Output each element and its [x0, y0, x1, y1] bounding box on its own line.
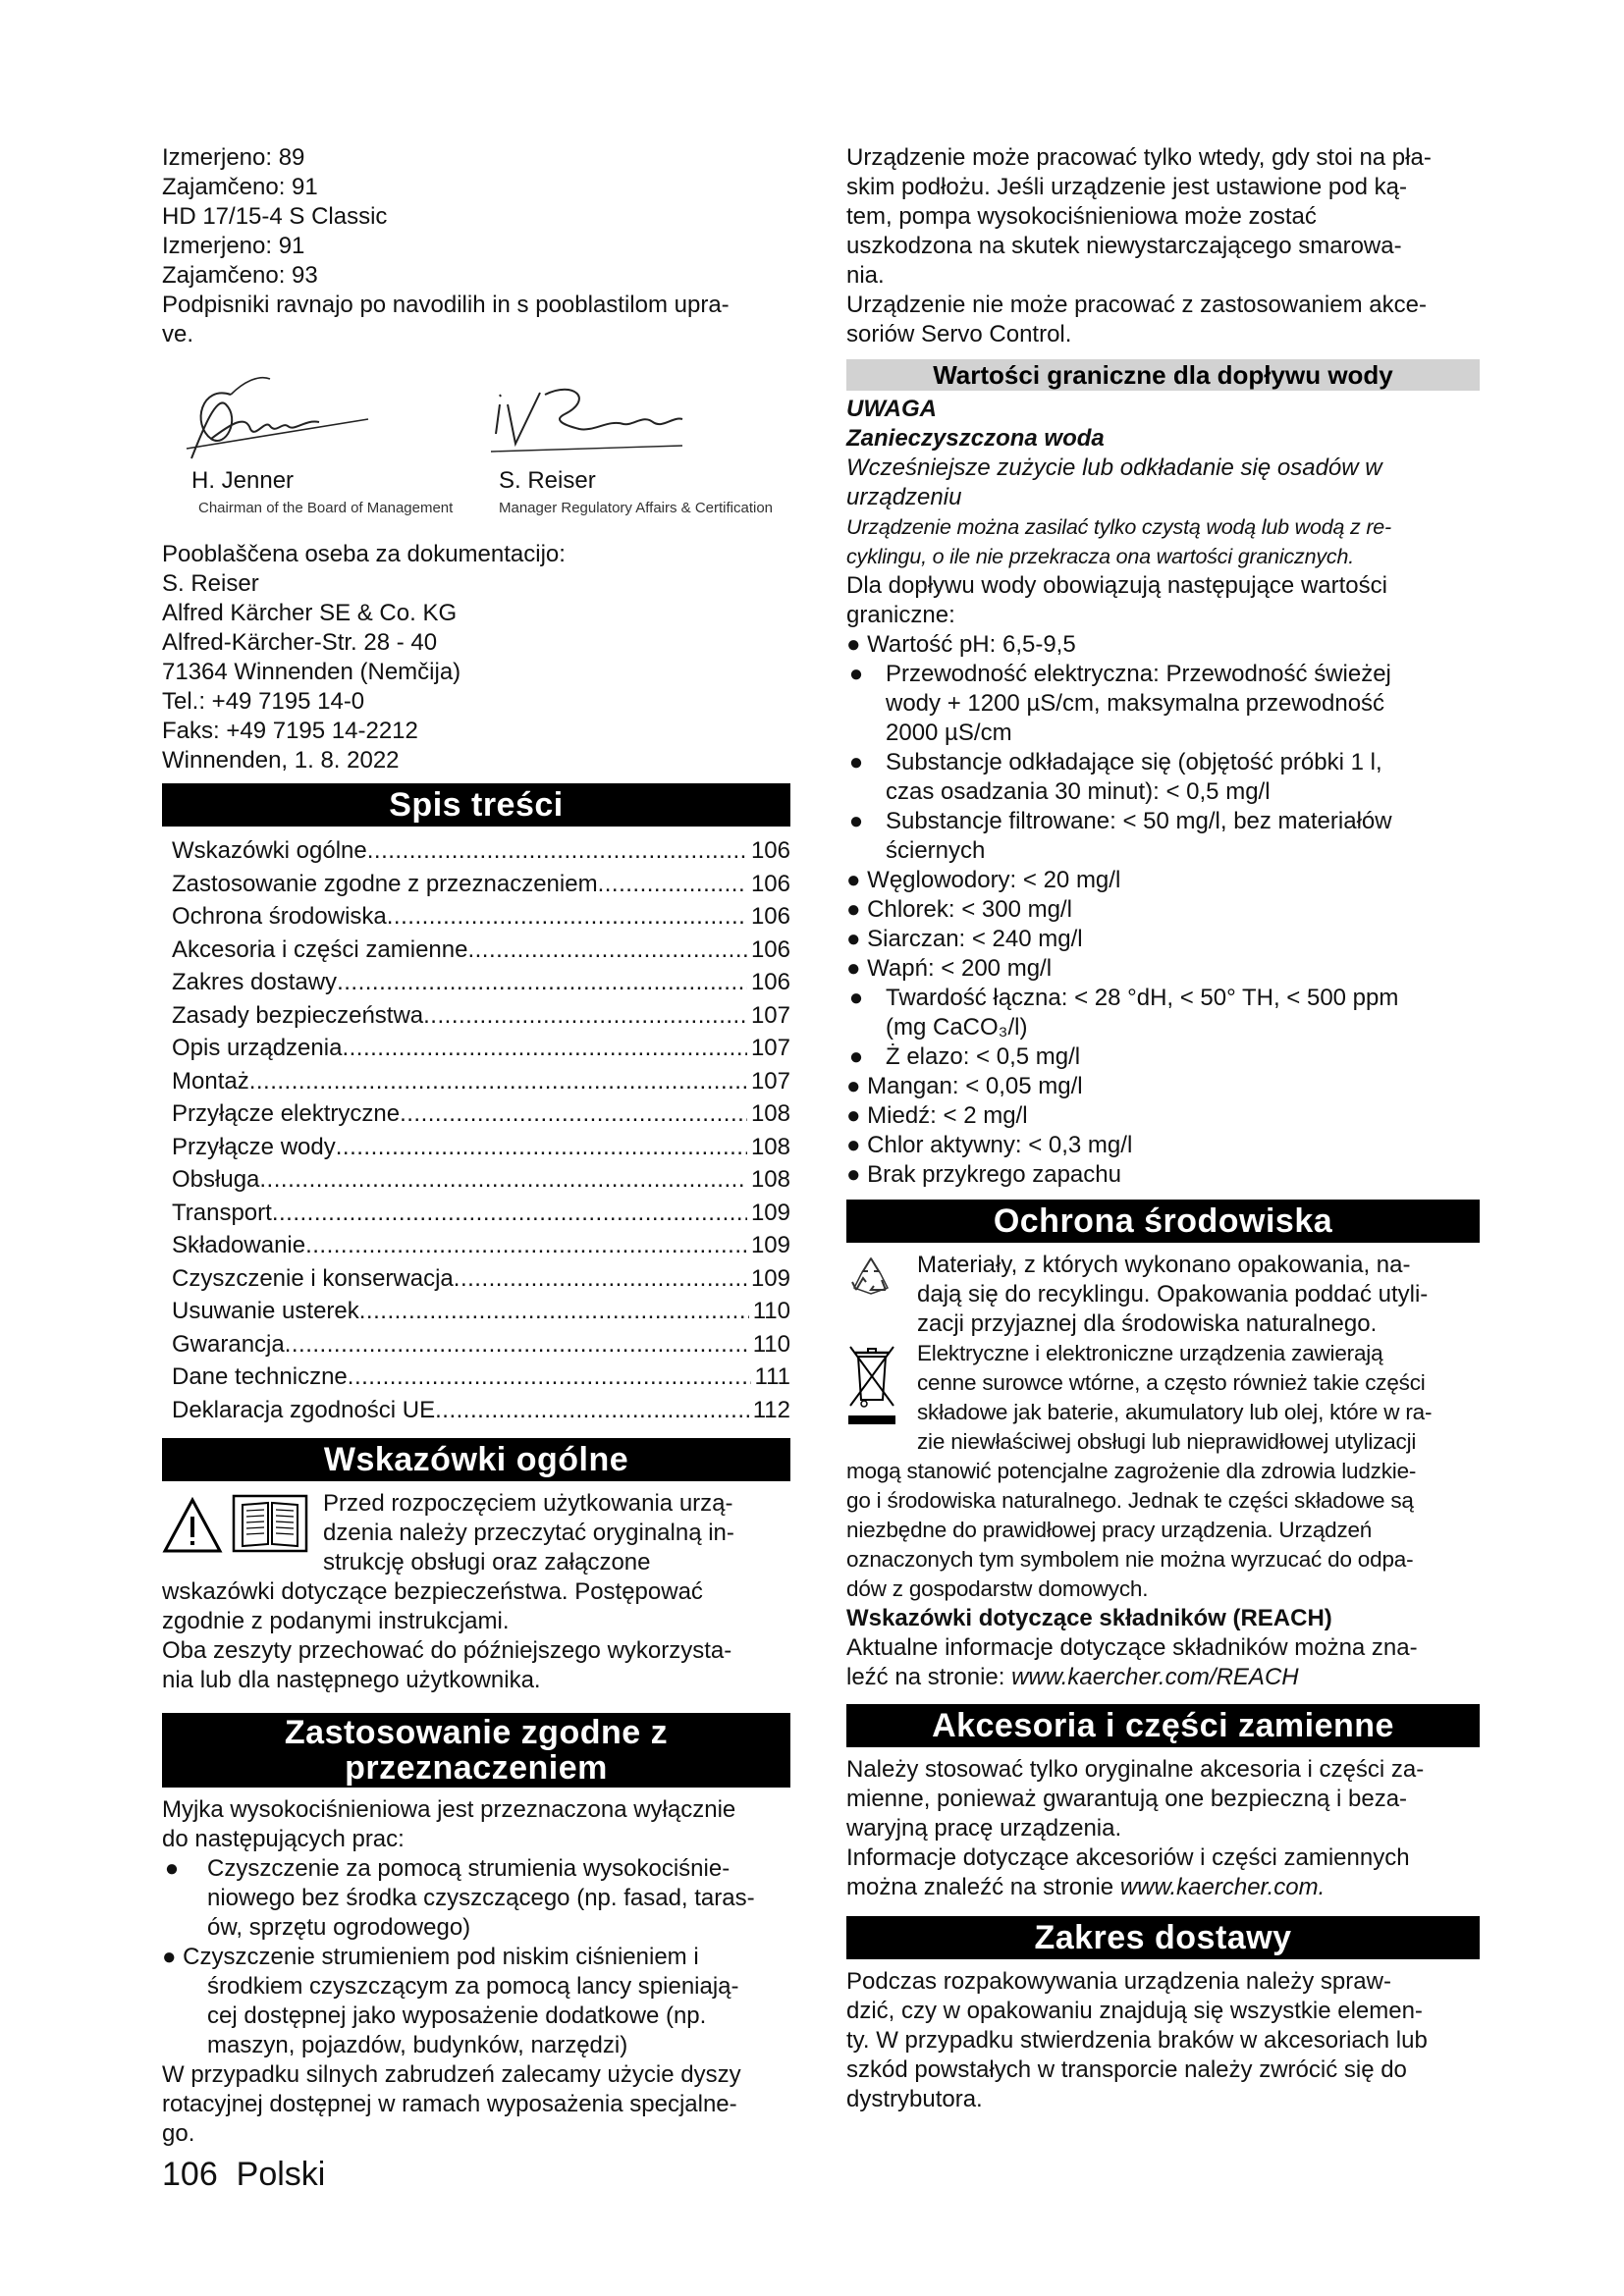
left-column — [162, 143, 790, 2149]
toc-entry-page: 109 — [750, 1264, 790, 1292]
water-limits-list — [846, 630, 1480, 1190]
water-limit-line: ● Wartość pH: 6,5-9,5 — [846, 631, 1076, 658]
signature-jenner-image — [172, 365, 378, 463]
delivery-line: dystrybutora. — [846, 2086, 983, 2112]
bullet-line: niowego bez środka czyszczącego (np. fasad, taras- — [207, 1885, 755, 1911]
signature-right-name: S. Reiser — [499, 467, 596, 494]
contact-line: 71364 Winnenden (Nemčija) — [162, 659, 461, 685]
toc-entry-title: Zakres dostawy — [172, 969, 338, 995]
toc-leader-dots — [285, 1328, 749, 1362]
accessories-link-prefix: można znaleźć na stronie — [846, 1874, 1120, 1900]
intended-outro-line: W przypadku silnych zabrudzeń zalecamy użycie dyszy — [162, 2061, 741, 2088]
toc-entry[interactable] — [172, 1262, 790, 1296]
water-limit-item — [846, 1101, 1480, 1131]
environment-heading: Ochrona środowiska — [846, 1200, 1480, 1243]
water-limit-line: ● Brak przykrego zapachu — [846, 1161, 1121, 1188]
manual-book-icon — [231, 1493, 309, 1554]
delivery-line: szkód powstałych w transporcie należy zwrócić się do — [846, 2056, 1407, 2083]
toc-entry-page: 106 — [750, 903, 790, 930]
toc-leader-dots — [272, 1197, 747, 1230]
intended-intro-line: do następujących prac: — [162, 1826, 405, 1852]
page-number: 106 — [162, 2156, 218, 2193]
intro-line: Podpisniki ravnajo po navodilih in s pooblastilom upra- — [162, 292, 730, 318]
reach-link-prefix: leźć na stronie: — [846, 1664, 1012, 1690]
toc-entry-page: 110 — [752, 1298, 790, 1324]
contact-line: S. Reiser — [162, 570, 259, 597]
recycle-row — [846, 1251, 1480, 1339]
toc-leader-dots — [249, 1065, 747, 1098]
toc-entry-page: 111 — [754, 1363, 790, 1390]
weee-line: cenne surowce wtórne, a często również takie części — [917, 1370, 1426, 1395]
toc-entry-page: 107 — [750, 1001, 790, 1029]
water-limit-line: ● Chlor aktywny: < 0,3 mg/l — [846, 1132, 1133, 1158]
general-icon-row — [162, 1489, 790, 1577]
crossed-bin-icon — [846, 1339, 897, 1429]
water-limit-item — [846, 866, 1480, 895]
toc-leader-dots — [467, 934, 747, 967]
water-limit-item — [846, 925, 1480, 954]
accessories-line: waryjną pracę urządzenia. — [846, 1815, 1122, 1842]
toc-entry-page: 110 — [752, 1330, 790, 1358]
toc-entry-title: Zastosowanie zgodne z przeznaczeniem — [172, 870, 598, 897]
toc-entry[interactable] — [172, 900, 790, 934]
toc-entry[interactable] — [172, 1065, 790, 1098]
bullet-icon: ● — [162, 1944, 177, 1970]
accessories-line: Należy stosować tylko oryginalne akcesoria i części za- — [846, 1756, 1425, 1783]
general-heading: Wskazówki ogólne — [162, 1438, 790, 1481]
bullet-line: ów, sprzętu ogrodowego) — [207, 1914, 471, 1941]
toc-leader-dots — [400, 1097, 747, 1131]
toc-leader-dots — [598, 868, 747, 901]
accessories-heading: Akcesoria i części zamienne — [846, 1704, 1480, 1747]
toc-leader-dots — [435, 1394, 749, 1427]
contact-line: Winnenden, 1. 8. 2022 — [162, 747, 400, 774]
bullet-icon: ● — [848, 985, 864, 1011]
toc-entry-title: Obsługa — [172, 1166, 260, 1193]
water-limit-line: ● Wapń: < 200 mg/l — [846, 955, 1053, 982]
water-limit-item — [846, 954, 1480, 984]
intended-use-heading-line: Zastosowanie zgodne z — [284, 1714, 669, 1751]
water-limit-line: ● Węglowodory: < 20 mg/l — [846, 867, 1121, 893]
toc-entry-page: 107 — [750, 1035, 790, 1061]
accessories-link[interactable]: www.kaercher.com. — [1119, 1874, 1326, 1900]
contact-line: Alfred Kärcher SE & Co. KG — [162, 600, 458, 626]
weee-cont-line: mogą stanowić potencjalne zagrożenie dla zdrowia ludzkie- — [846, 1459, 1417, 1483]
toc-entry-title: Przyłącze wody — [172, 1133, 336, 1160]
footer-language: Polski — [236, 2156, 326, 2193]
signature-right-role: Manager Regulatory Affairs & Certification — [499, 500, 774, 516]
intended-outro-line: go. — [162, 2120, 195, 2147]
toc-leader-dots — [259, 1163, 747, 1197]
recycle-line: Materiały, z których wykonano opakowania, na- — [917, 1252, 1411, 1278]
weee-row — [846, 1339, 1480, 1457]
toc-entry-title: Składowanie — [172, 1232, 306, 1258]
top-line: skim podłożu. Jeśli urządzenie jest ustawione pod ką- — [846, 174, 1407, 200]
recycle-line: dają się do recyklingu. Opakowania poddać utyli- — [917, 1281, 1429, 1308]
toc-leader-dots — [336, 1131, 747, 1164]
intended-use-heading-line: przeznaczeniem — [345, 1749, 608, 1787]
reach-link[interactable]: www.kaercher.com/REACH — [1011, 1664, 1299, 1690]
bullet-line: środkiem czyszczącym za pomocą lancy spieniają- — [207, 1973, 739, 2000]
notice-text: Wcześniejsze zużycie lub odkładanie się osadów w — [846, 454, 1382, 481]
water-limit-item — [846, 807, 1480, 866]
toc-entry-page: 106 — [750, 837, 790, 864]
water-limits-heading: Wartości graniczne dla dopływu wody — [846, 359, 1480, 391]
bullet-icon: ● — [164, 1855, 180, 1882]
weee-line: składowe jak baterie, akumulatory lub olej, które w ra- — [917, 1400, 1433, 1424]
intro-line: Izmerjeno: 91 — [162, 233, 305, 259]
delivery-heading: Zakres dostawy — [846, 1916, 1480, 1959]
water-limit-item — [846, 630, 1480, 660]
notice-label: UWAGA — [846, 396, 937, 422]
water-limit-item — [846, 1042, 1480, 1072]
contact-line: Pooblaščena oseba za dokumentacijo: — [162, 541, 566, 567]
general-icon-line: dzenia należy przeczytać oryginalną in- — [323, 1520, 734, 1546]
toc-entry-page: 109 — [750, 1232, 790, 1258]
bullet-icon: ● — [848, 661, 864, 687]
top-line: Urządzenie nie może pracować z zastosowaniem akce- — [846, 292, 1427, 318]
water-limit-line: Twardość łączna: < 28 °dH, < 50° TH, < 500 ppm — [886, 985, 1399, 1011]
contact-line: Tel.: +49 7195 14-0 — [162, 688, 365, 715]
weee-cont-line: oznaczonych tym symbolem nie można wyrzucać do odpa- — [846, 1547, 1414, 1572]
bullet-line: Czyszczenie za pomocą strumienia wysokociśnie- — [207, 1855, 731, 1882]
accessories-line: Informacje dotyczące akcesoriów i części zamiennych — [846, 1844, 1410, 1871]
notice-hint: cyklingu, o ile nie przekracza ona wartości granicznych. — [846, 545, 1354, 568]
toc-entry-page: 108 — [750, 1133, 790, 1160]
water-limit-item — [846, 1160, 1480, 1190]
toc-entry[interactable] — [172, 1361, 790, 1394]
water-limit-line: Substancje filtrowane: < 50 mg/l, bez materiałów — [886, 808, 1392, 834]
bullet-line: maszyn, pojazdów, budynków, narzędzi) — [207, 2032, 628, 2058]
signature-reiser-image — [486, 375, 692, 463]
toc-entry-title: Transport — [172, 1199, 272, 1226]
toc-entry-title: Akcesoria i części zamienne — [172, 935, 468, 963]
signature-left-role: Chairman of the Board of Management — [198, 500, 454, 516]
general-icon-line: Przed rozpoczęciem użytkowania urzą- — [323, 1490, 733, 1517]
toc-entry-page: 106 — [750, 870, 790, 897]
toc-entry-page: 108 — [750, 1166, 790, 1193]
weee-cont-line: go i środowiska naturalnego. Jednak te części składowe są — [846, 1488, 1414, 1513]
weee-line: zie niewłaściwej obsługi lub nieprawidłowej utylizacji — [917, 1429, 1417, 1454]
toc-entry[interactable] — [172, 1097, 790, 1131]
toc-entry[interactable] — [172, 999, 790, 1033]
water-limit-line: ● Siarczan: < 240 mg/l — [846, 926, 1083, 952]
contact-block — [162, 540, 790, 775]
intro-line: Izmerjeno: 89 — [162, 144, 305, 171]
toc-entry[interactable] — [172, 1328, 790, 1362]
general-line: nia lub dla następnego użytkownika. — [162, 1667, 541, 1693]
reach-title: Wskazówki dotyczące składników (REACH) — [846, 1605, 1332, 1631]
signature-left-name: H. Jenner — [191, 467, 295, 494]
top-line: nia. — [846, 262, 885, 289]
water-limit-line: czas osadzania 30 minut): < 0,5 mg/l — [886, 778, 1271, 805]
general-icon-line: strukcję obsługi oraz załączone — [323, 1549, 651, 1575]
water-intro: graniczne: — [846, 602, 955, 628]
water-limit-line: ● Chlorek: < 300 mg/l — [846, 896, 1072, 923]
toc-entry-page: 109 — [750, 1199, 790, 1226]
water-limit-line: ● Miedź: < 2 mg/l — [846, 1102, 1028, 1129]
intended-bullet-item — [162, 1943, 790, 2060]
warning-triangle-icon — [162, 1497, 223, 1554]
top-line: uszkodzona na skutek niewystarczającego smarowa- — [846, 233, 1402, 259]
toc-entry-page: 107 — [750, 1067, 790, 1095]
water-limit-item — [846, 660, 1480, 748]
toc-leader-dots — [454, 1262, 747, 1296]
toc-entry[interactable] — [172, 834, 790, 868]
toc-entry-title: Gwarancja — [172, 1330, 285, 1358]
water-limit-line: Przewodność elektryczna: Przewodność świeżej — [886, 661, 1391, 687]
toc-entry-title: Wskazówki ogólne — [172, 837, 367, 864]
top-line: Urządzenie może pracować tylko wtedy, gdy stoi na pła- — [846, 144, 1432, 171]
intended-bullet-item — [162, 1854, 790, 1943]
notice-hint: Urządzenie można zasilać tylko czystą wodą lub wodą z re- — [846, 515, 1392, 539]
toc-leader-dots — [367, 834, 747, 868]
delivery-line: dzić, czy w opakowaniu znajdują się wszystkie elemen- — [846, 1998, 1423, 2024]
toc-entry[interactable] — [172, 1394, 790, 1427]
toc-entry[interactable] — [172, 934, 790, 967]
toc-leader-dots — [337, 966, 747, 999]
toc-entry-title: Usuwanie usterek — [172, 1298, 359, 1324]
general-line: Oba zeszyty przechować do późniejszego wykorzysta- — [162, 1637, 732, 1664]
water-limit-item — [846, 748, 1480, 807]
bullet-line: Czyszczenie strumieniem pod niskim ciśnieniem i — [183, 1944, 699, 1970]
toc-leader-dots — [348, 1361, 751, 1394]
intro-line: ve. — [162, 321, 194, 347]
toc-heading: Spis treści — [162, 783, 790, 827]
toc-entry[interactable] — [172, 1131, 790, 1164]
toc-entry-page: 106 — [750, 969, 790, 995]
contact-line: Alfred-Kärcher-Str. 28 - 40 — [162, 629, 438, 656]
contact-line: Faks: +49 7195 14-2212 — [162, 718, 418, 744]
weee-line: Elektryczne i elektroniczne urządzenia zawierają — [917, 1341, 1383, 1365]
toc-leader-dots — [423, 999, 747, 1033]
right-column — [846, 143, 1480, 2114]
toc-leader-dots — [359, 1295, 749, 1328]
general-line: wskazówki dotyczące bezpieczeństwa. Postępować — [162, 1578, 703, 1605]
bullet-icon: ● — [848, 1043, 864, 1070]
bullet-icon: ● — [848, 808, 864, 834]
water-limit-line: (mg CaCO₃/l) — [886, 1014, 1028, 1041]
toc-entry-page: 112 — [752, 1396, 790, 1423]
toc-entry[interactable] — [172, 1032, 790, 1065]
toc-entry-title: Montaż — [172, 1067, 249, 1095]
toc-entry-title: Deklaracja zgodności UE — [172, 1396, 436, 1423]
top-line: tem, pompa wysokociśnieniowa może zostać — [846, 203, 1317, 230]
toc-entry[interactable] — [172, 966, 790, 999]
notice-title: Zanieczyszczona woda — [846, 425, 1105, 452]
water-limit-item — [846, 895, 1480, 925]
recycle-line: zacji przyjaznej dla środowiska naturalnego. — [917, 1310, 1378, 1337]
water-limit-line: Ż elazo: < 0,5 mg/l — [886, 1043, 1081, 1070]
table-of-contents — [162, 834, 790, 1426]
water-limit-item — [846, 1072, 1480, 1101]
bullet-line: cej dostępnej jako wyposażenie dodatkowe (np. — [207, 2002, 707, 2029]
water-limit-line: 2000 µS/cm — [886, 720, 1012, 746]
signature-block — [162, 365, 790, 528]
recycling-icon — [846, 1253, 895, 1302]
toc-entry-title: Zasady bezpieczeństwa — [172, 1001, 424, 1029]
intended-use-heading — [162, 1713, 790, 1788]
toc-entry[interactable] — [172, 1295, 790, 1328]
toc-leader-dots — [305, 1229, 747, 1262]
toc-entry-title: Opis urządzenia — [172, 1035, 343, 1061]
toc-entry-title: Dane techniczne — [172, 1363, 348, 1390]
toc-entry-title: Ochrona środowiska — [172, 903, 387, 930]
water-intro: Dla dopływu wody obowiązują następujące wartości — [846, 572, 1387, 599]
general-line: zgodnie z podanymi instrukcjami. — [162, 1608, 510, 1634]
toc-entry[interactable] — [172, 1229, 790, 1262]
toc-entry-page: 108 — [750, 1100, 790, 1127]
water-limit-line: wody + 1200 µS/cm, maksymalna przewodność — [886, 690, 1385, 717]
intro-line: Zajamčeno: 91 — [162, 174, 318, 200]
toc-entry-title: Czyszczenie i konserwacja — [172, 1264, 454, 1292]
accessories-line: mienne, ponieważ gwarantują one bezpieczną i beza- — [846, 1786, 1408, 1812]
toc-leader-dots — [387, 900, 747, 934]
toc-entry[interactable] — [172, 868, 790, 901]
weee-cont-line: niezbędne do prawidłowej pracy urządzenia. Urządzeń — [846, 1518, 1373, 1542]
reach-line: Aktualne informacje dotyczące składników można zna- — [846, 1634, 1418, 1661]
notice-text: urządzeniu — [846, 484, 962, 510]
bullet-icon: ● — [848, 749, 864, 775]
water-limit-line: ściernych — [886, 837, 986, 864]
water-limit-line: ● Mangan: < 0,05 mg/l — [846, 1073, 1083, 1099]
weee-cont-line: dów z gospodarstw domowych. — [846, 1576, 1149, 1601]
toc-entry[interactable] — [172, 1163, 790, 1197]
intended-outro-line: rotacyjnej dostępnej w ramach wyposażenia specjalne- — [162, 2091, 737, 2117]
toc-entry[interactable] — [172, 1197, 790, 1230]
water-limit-item — [846, 984, 1480, 1042]
intro-block — [162, 143, 790, 349]
toc-entry-title: Przyłącze elektryczne — [172, 1100, 401, 1127]
intro-line: Zajamčeno: 93 — [162, 262, 318, 289]
delivery-line: Podczas rozpakowywania urządzenia należy spraw- — [846, 1968, 1391, 1995]
water-limit-line: Substancje odkładające się (objętość próbki 1 l, — [886, 749, 1382, 775]
intro-line: HD 17/15-4 S Classic — [162, 203, 388, 230]
intended-intro-line: Myjka wysokociśnieniowa jest przeznaczona wyłącznie — [162, 1796, 736, 1823]
toc-entry-page: 106 — [750, 935, 790, 963]
page-footer — [162, 2156, 325, 2194]
delivery-line: ty. W przypadku stwierdzenia braków w akcesoriach lub — [846, 2027, 1428, 2054]
toc-leader-dots — [342, 1032, 747, 1065]
top-line: soriów Servo Control. — [846, 321, 1072, 347]
water-limit-item — [846, 1131, 1480, 1160]
